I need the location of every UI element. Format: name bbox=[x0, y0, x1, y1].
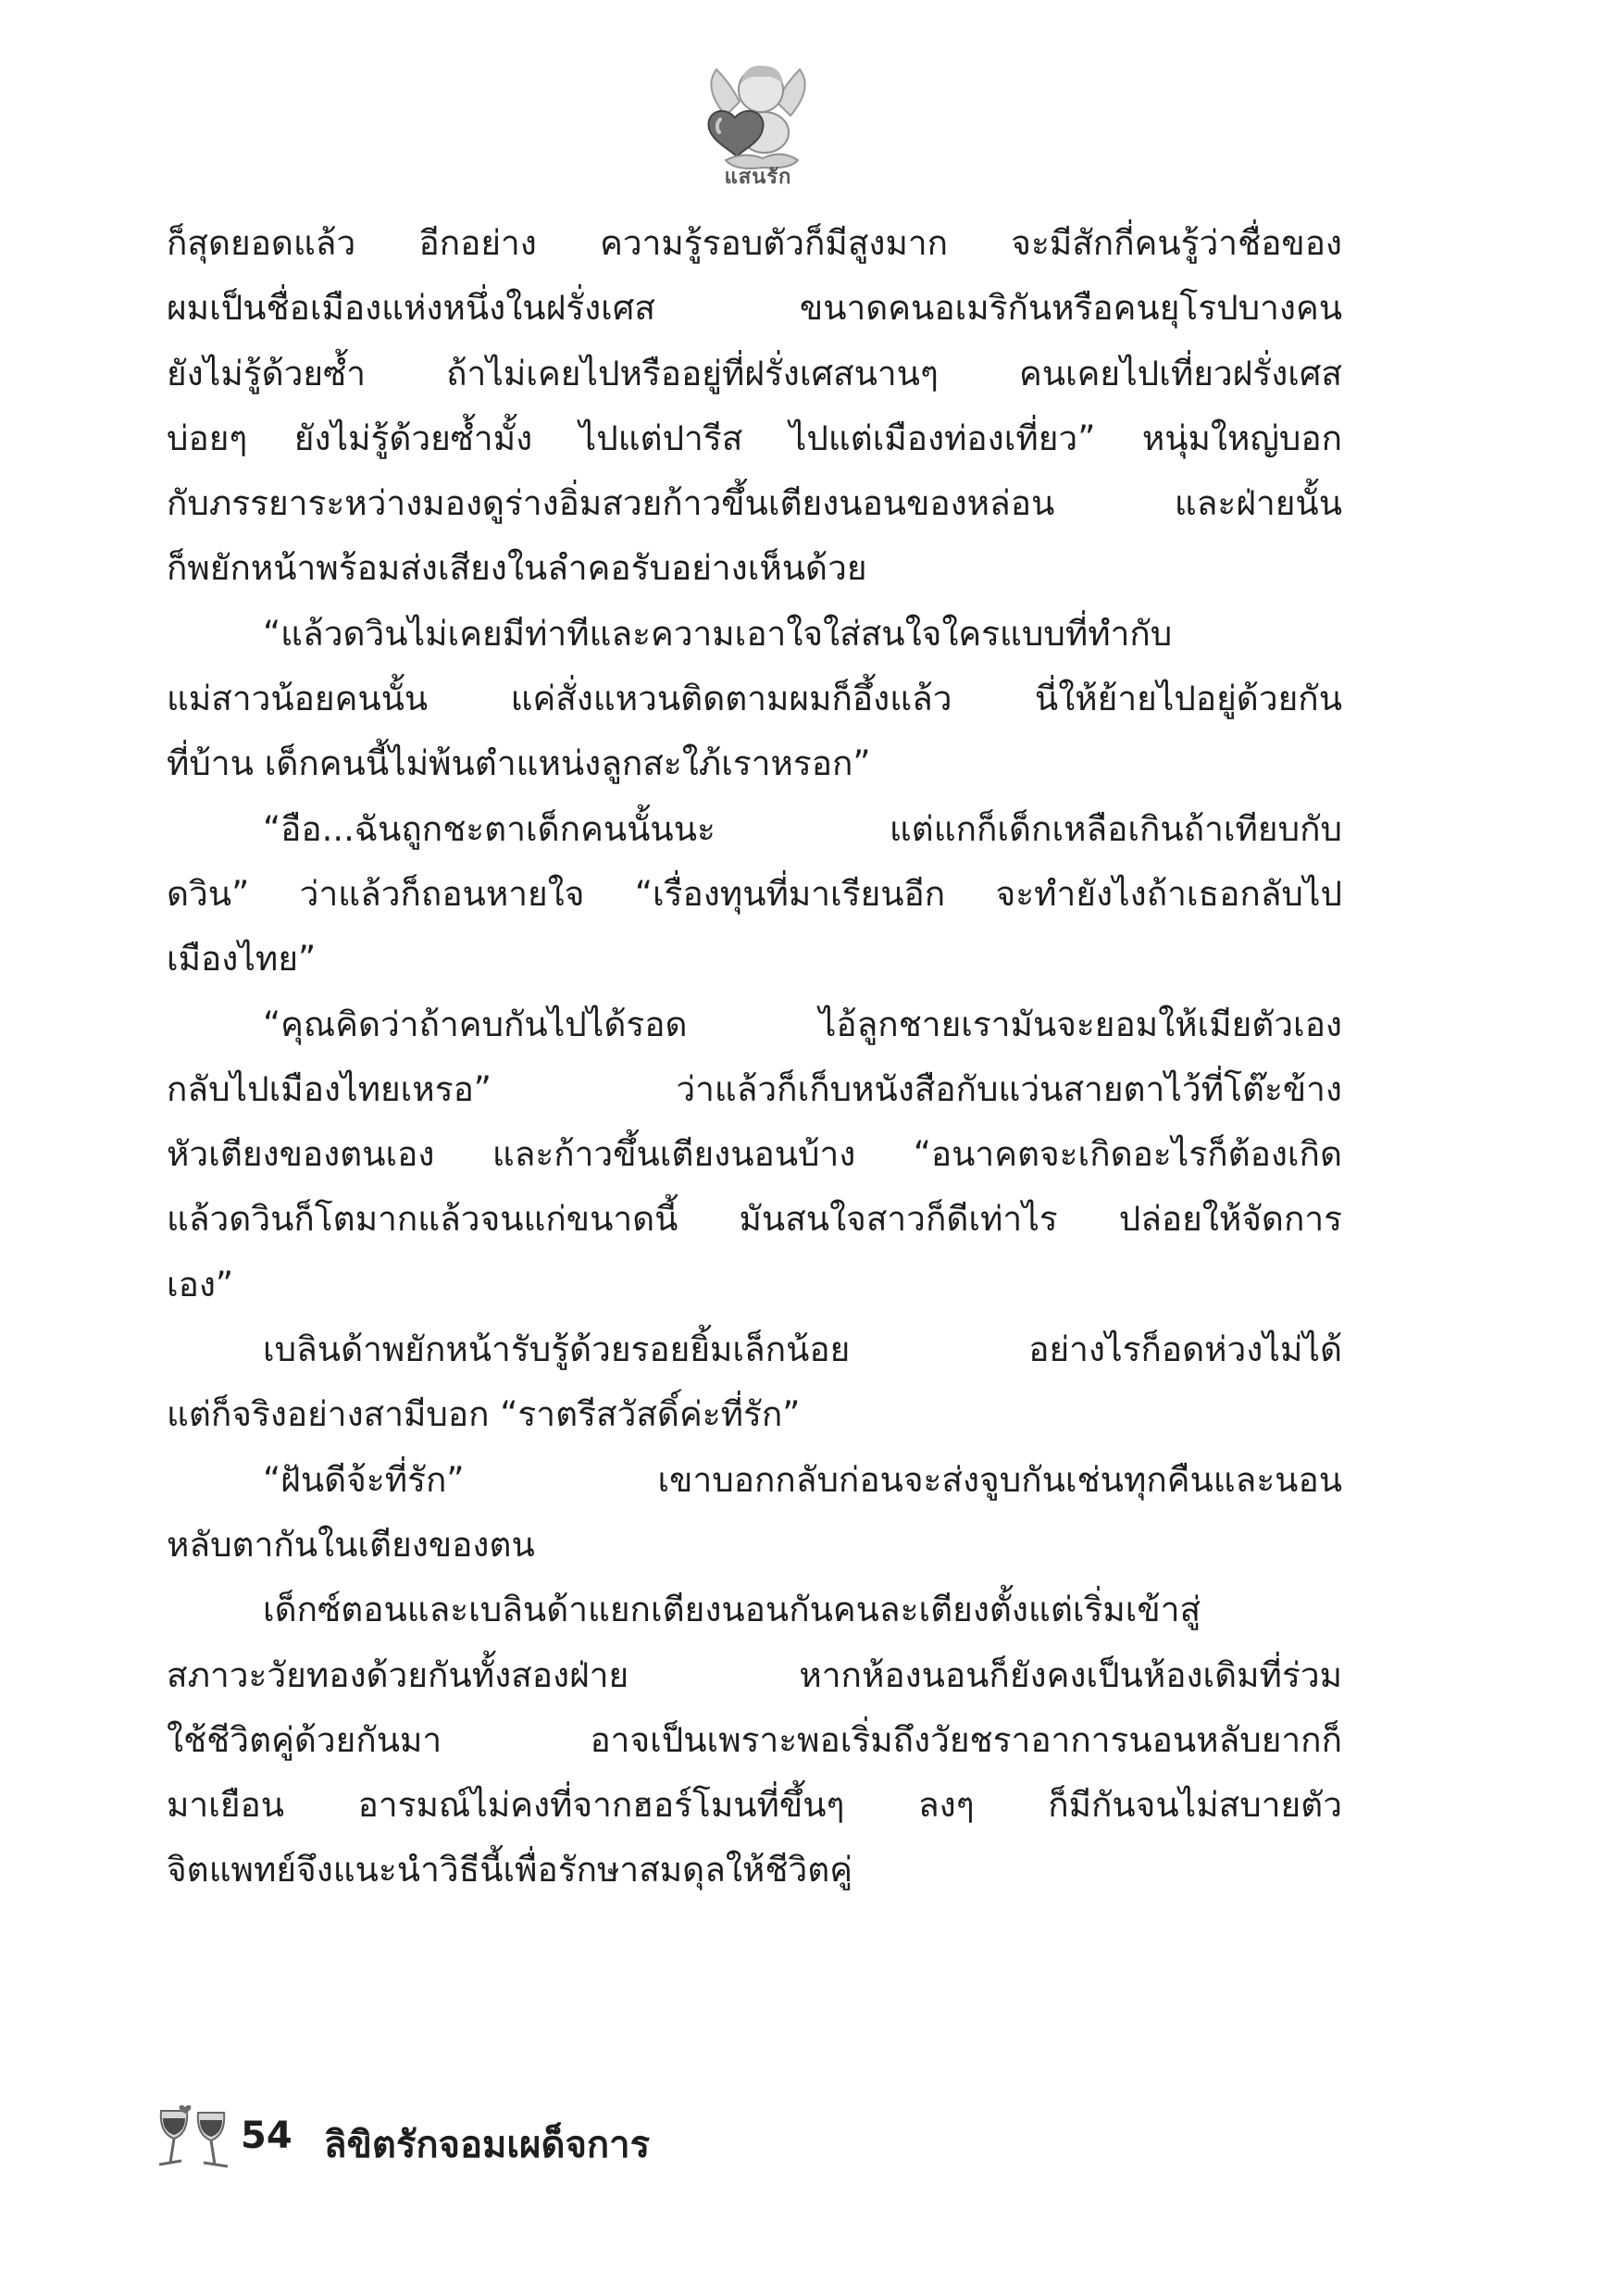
text-line: บ่อยๆ ยังไม่รู้ด้วยซ้ำมั้ง ไปแต่ปารีส ไปแต่เมืองท่องเที่ยว” หนุ่มใหญ่บอก bbox=[167, 418, 1342, 458]
text-line: ก็พยักหน้าพร้อมส่งเสียงในลำคอรับอย่างเห็นด้วย bbox=[167, 548, 867, 589]
text-line: จิตแพทย์จึงแนะนำวิธีนี้เพื่อรักษาสมดุลให้ชีวิตคู่ bbox=[167, 1850, 853, 1890]
text-line: เบลินด้าพยักหน้ารับรู้ด้วยรอยยิ้มเล็กน้อย อย่างไรก็อดห่วงไม่ได้ bbox=[263, 1329, 1342, 1370]
text-line: หลับตากันในเตียงของตน bbox=[167, 1524, 535, 1565]
text-line: เอง” bbox=[167, 1264, 234, 1304]
text-line: “อือ...ฉันถูกชะตาเด็กคนนั้นนะ แต่แกก็เด็กเหลือเกินถ้าเทียบกับ bbox=[263, 808, 1342, 849]
text-line: “แล้วดวินไม่เคยมีท่าทีและความเอาใจใส่สนใจใครแบบที่ทำกับ bbox=[263, 613, 1173, 654]
page-number: 54 bbox=[241, 2115, 292, 2157]
text-line: มาเยือน อารมณ์ไม่คงที่จากฮอร์โมนที่ขึ้นๆ ลงๆ ก็มีกันจนไม่สบายตัว bbox=[167, 1785, 1342, 1826]
body-text bbox=[167, 211, 1342, 1903]
text-line: แต่ก็จริงอย่างสามีบอก “ราตรีสวัสดิ์ค่ะที่รัก” bbox=[167, 1394, 801, 1435]
text-line: ดวิน” ว่าแล้วก็ถอนหายใจ “เรื่องทุนที่มาเรียนอีก จะทำยังไงถ้าเธอกลับไป bbox=[167, 873, 1342, 914]
text-line: “คุณคิดว่าถ้าคบกันไปได้รอด ไอ้ลูกชายเรามันจะยอมให้เมียตัวเอง bbox=[263, 1004, 1342, 1044]
text-line: ผมเป็นชื่อเมืองแห่งหนึ่งในฝรั่งเศส ขนาดคนอเมริกันหรือคนยุโรปบางคน bbox=[167, 288, 1342, 329]
text-line: ใช้ชีวิตคู่ด้วยกันมา อาจเป็นเพราะพอเริ่มถึงวัยชราอาการนอนหลับยากก็ bbox=[167, 1719, 1342, 1760]
text-line: ก็สุดยอดแล้ว อีกอย่าง ความรู้รอบตัวก็มีสูงมาก จะมีสักกี่คนรู้ว่าชื่อของ bbox=[167, 223, 1342, 263]
text-line: หัวเตียงของตนเอง และก้าวขึ้นเตียงนอนบ้าง “อนาคตจะเกิดอะไรก็ต้องเกิด bbox=[167, 1134, 1342, 1175]
text-line: เด็กซ์ตอนและเบลินด้าแยกเตียงนอนกันคนละเตียงตั้งแต่เริ่มเข้าสู่ bbox=[263, 1590, 1201, 1630]
text-line: เมืองไทย” bbox=[167, 939, 317, 980]
wine-glasses-icon bbox=[148, 2102, 241, 2176]
text-line: “ฝันดีจ้ะที่รัก” เขาบอกกลับก่อนจะส่งจูบกันเช่นทุกคืนและนอน bbox=[263, 1459, 1342, 1500]
text-line: แล้วดวินก็โตมากแล้วจนแก่ขนาดนี้ มันสนใจสาวก็ดีเท่าไร ปล่อยให้จัดการ bbox=[167, 1199, 1342, 1240]
text-line: สภาวะวัยทองด้วยกันทั้งสองฝ่าย หากห้องนอนก็ยังคงเป็นห้องเดิมที่ร่วม bbox=[167, 1654, 1342, 1695]
logo-text: แสนรัก bbox=[724, 166, 792, 189]
page-footer bbox=[148, 2102, 981, 2176]
text-line: แม่สาวน้อยคนนั้น แค่สั่งแหวนติดตามผมก็อึ้งแล้ว นี่ให้ย้ายไปอยู่ด้วยกัน bbox=[167, 679, 1342, 719]
text-line: ยังไม่รู้ด้วยซ้ำ ถ้าไม่เคยไปหรืออยู่ที่ฝรั่งเศสนานๆ คนเคยไปเที่ยวฝรั่งเศส bbox=[167, 353, 1342, 393]
book-title: ลิขิตรักจอมเผด็จการ bbox=[324, 2124, 651, 2166]
text-line: กลับไปเมืองไทยเหรอ” ว่าแล้วก็เก็บหนังสือกับแว่นสายตาไว้ที่โต๊ะข้าง bbox=[167, 1068, 1342, 1109]
text-line: ที่บ้าน เด็กคนนี้ไม่พ้นตำแหน่งลูกสะใภ้เราหรอก” bbox=[167, 743, 871, 784]
cupid-with-heart-icon bbox=[689, 51, 828, 190]
text-line: กับภรรยาระหว่างมองดูร่างอิ่มสวยก้าวขึ้นเตียงนอนของหล่อน และฝ่ายนั้น bbox=[167, 483, 1342, 524]
